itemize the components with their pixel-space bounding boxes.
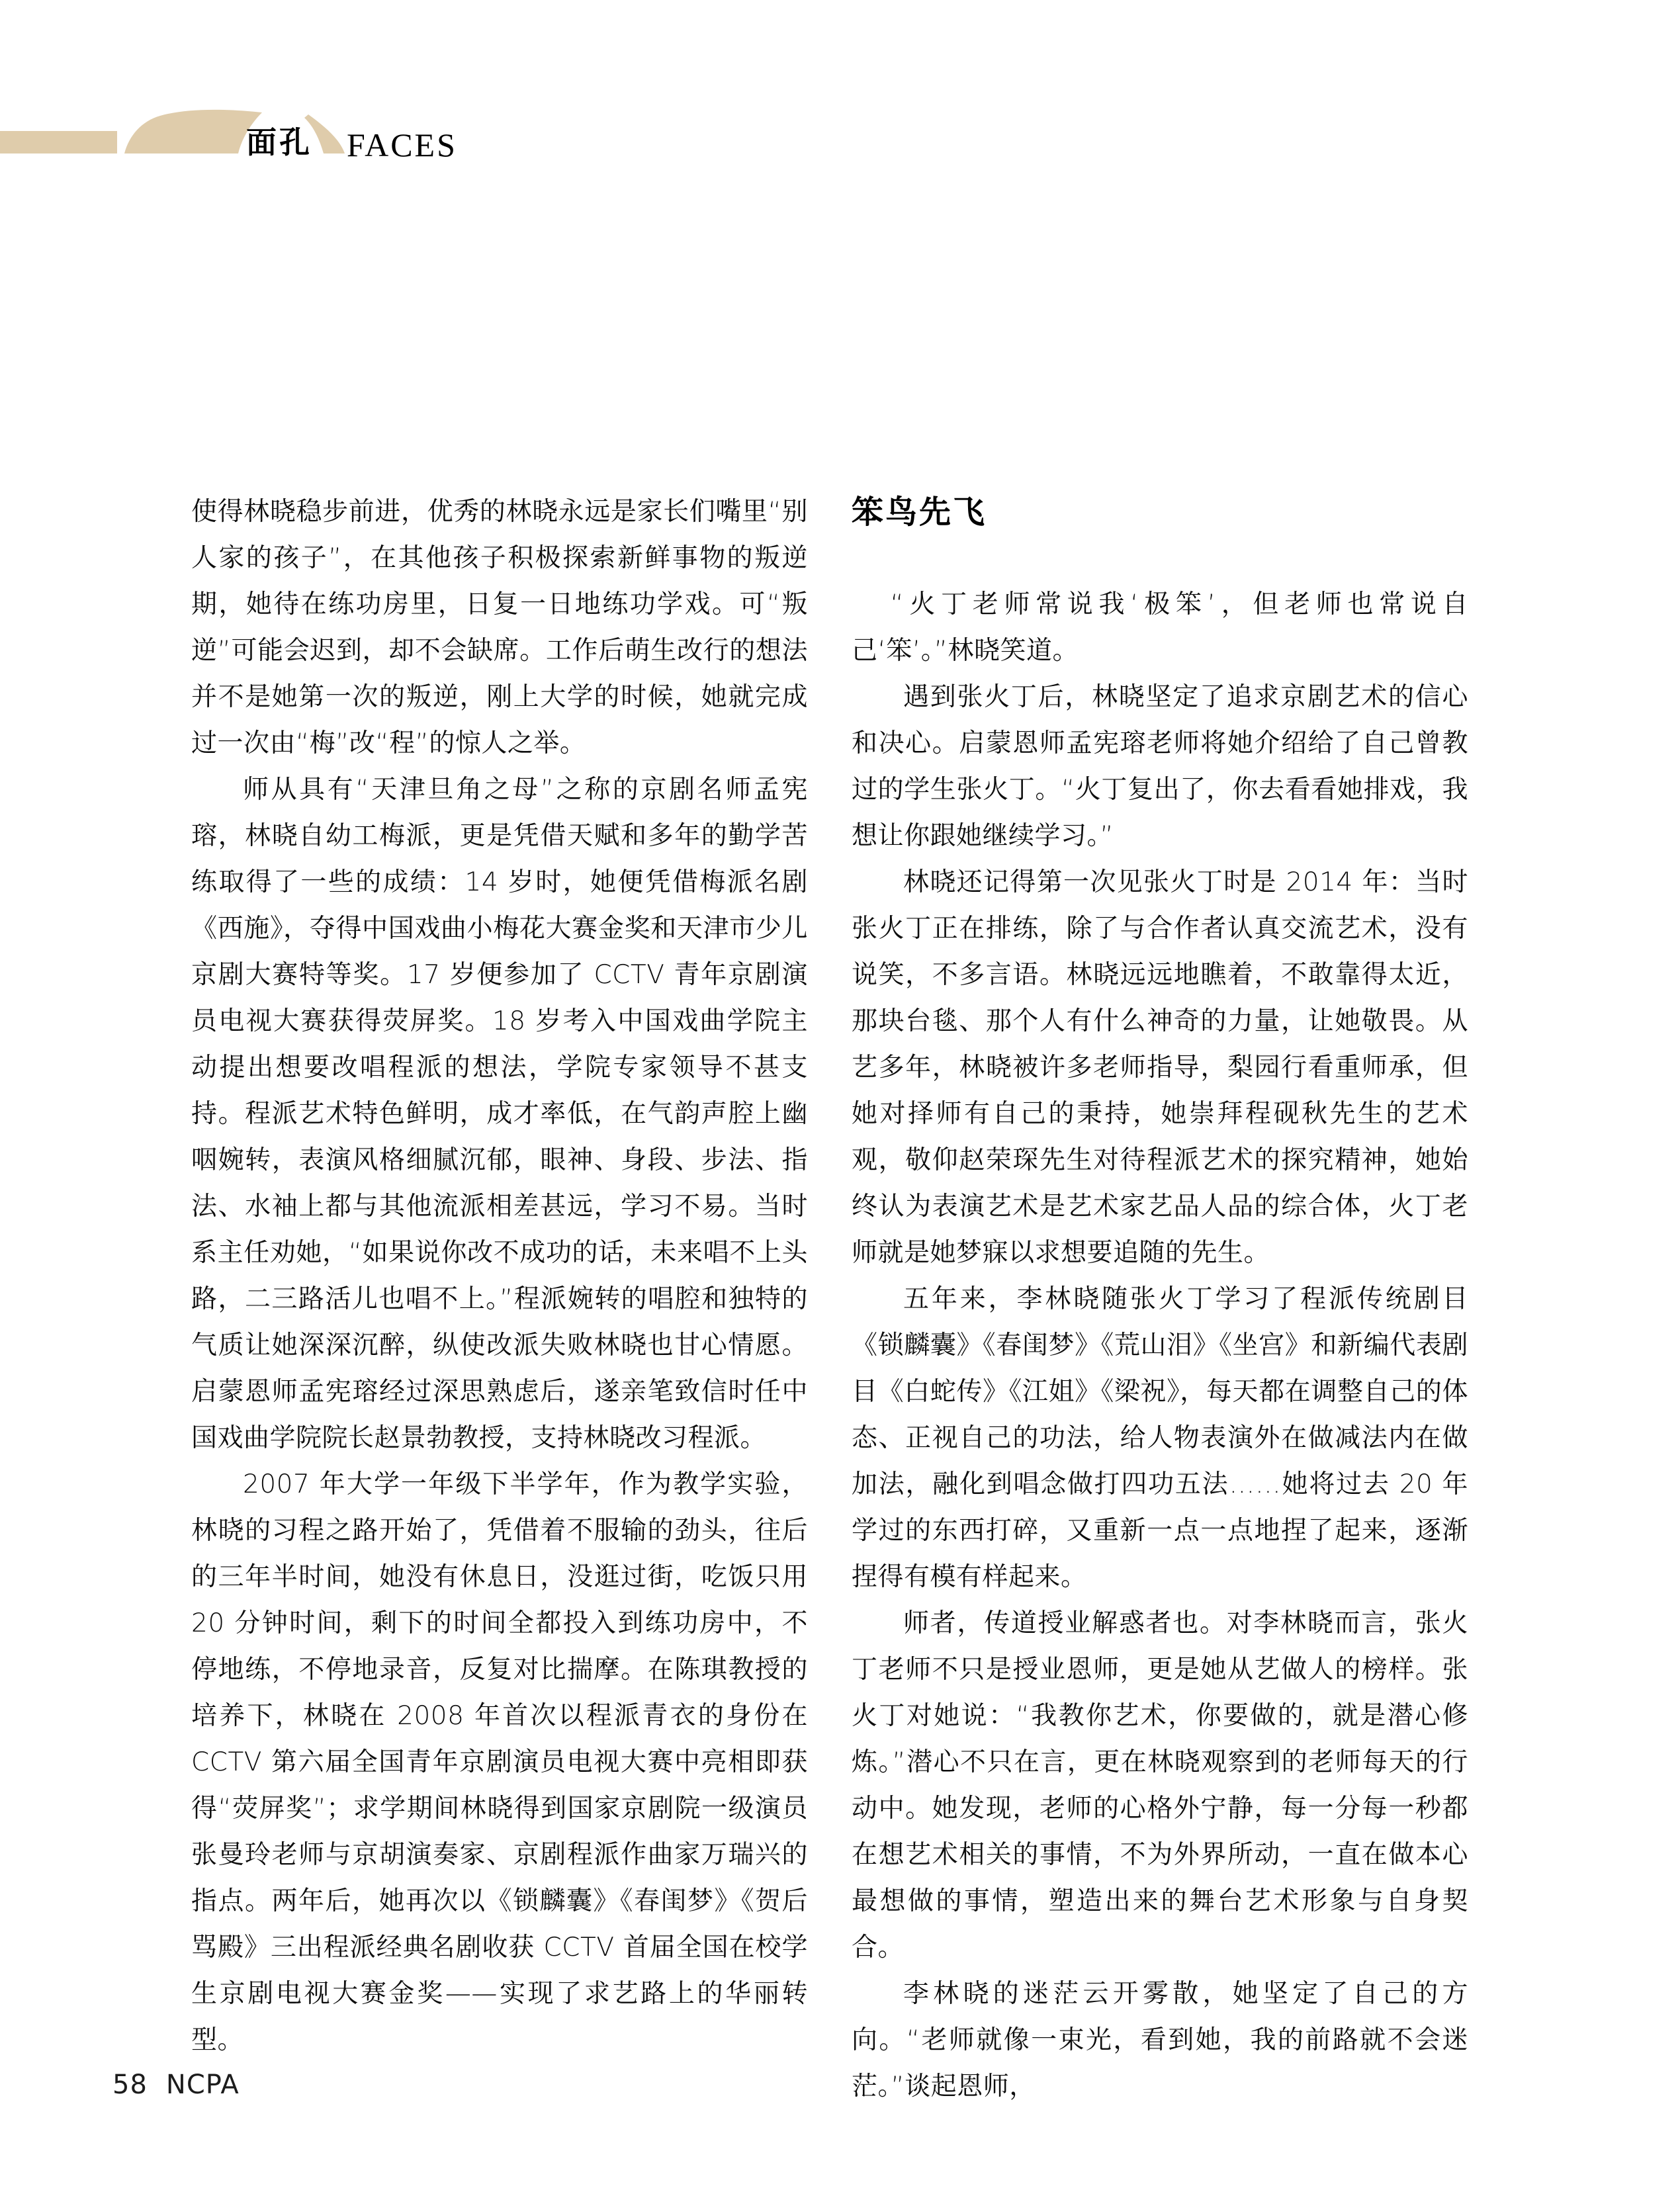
publication-label: NCPA (165, 2070, 240, 2100)
left-column (191, 489, 808, 2064)
body-paragraph: 遇到张火丁后，林晓坚定了追求京剧艺术的信心和决心。启蒙恩师孟宪瑢老师将她介绍给了自己曾教过的学生张火丁。“火丁复出了，你去看看她排戏，我想让你跟她继续学习。” (852, 682, 1468, 851)
body-paragraph: 使得林晓稳步前进，优秀的林晓永远是家长们嘴里“别人家的孩子”，在其他孩子积极探索新鲜事物的叛逆期，她待在练功房里，日复一日地练功学戏。可“叛逆”可能会迟到，却不会缺席。工作后萌生改行的想法并不是她第一次的叛逆，刚上大学的时候，她就完成过一次由“梅”改“程”的惊人之举。 (191, 497, 808, 758)
body-paragraph: “火丁老师常说我‘极笨’，但老师也常说自己‘笨’。”林晓笑道。 (852, 590, 1468, 666)
header-dome-shape (124, 110, 262, 153)
page-number: 58 (112, 2070, 148, 2100)
body-paragraph: 五年来，李林晓随张火丁学习了程派传统剧目《锁麟囊》《春闺梦》《荒山泪》《坐宫》和新编代表剧目《白蛇传》《江姐》《梁祝》，每天都在调整自己的体态、正视自己的功法，给人物表演外在做减法内在做加法，融化到唱念做打四功五法……她将过去 20 年学过的东西打碎，又重新一点一点地捏了起来，逐渐捏得有模有样起来。 (852, 1284, 1468, 1592)
body-paragraph: 师从具有“天津旦角之母”之称的京剧名师孟宪瑢，林晓自幼工梅派，更是凭借天赋和多年的勤学苦练取得了一些的成绩：14 岁时，她便凭借梅派名剧《西施》，夺得中国戏曲小梅花大赛金奖和天津市少儿京剧大赛特等奖。17 岁便参加了 CCTV 青年京剧演员电视大赛获得荧屏奖。18 岁考入中国戏曲学院主动提出想要改唱程派的想法，学院专家领导不甚支持。程派艺术特色鲜明，成才率低，在气韵声腔上幽咽婉转，表演风格细腻沉郁，眼神、身段、步法、指法、水袖上都与其他流派相差甚远，学习不易。当时系主任劝她，“如果说你改不成功的话，未来唱不上头路，二三路活儿也唱不上。”程派婉转的唱腔和独特的气质让她深深沉醉，纵使改派失败林晓也甘心情愿。启蒙恩师孟宪瑢经过深思熟虑后，遂亲笔致信时任中国戏曲学院院长赵景勃教授，支持林晓改习程派。 (191, 775, 808, 1453)
section-title-zh: 面孔 (246, 124, 312, 160)
body-paragraph: 林晓还记得第一次见张火丁时是 2014 年：当时张火丁正在排练，除了与合作者认真交流艺术，没有说笑，不多言语。林晓远远地瞧着，不敢靠得太近，那块台毯、那个人有什么神奇的力量，让她敬畏。从艺多年，林晓被许多老师指导，梨园行看重师承，但她对择师有自己的秉持，她崇拜程砚秋先生的艺术观，敬仰赵荣琛先生对待程派艺术的探究精神，她始终认为表演艺术是艺术家艺品人品的综合体，火丁老师就是她梦寐以求想要追随的先生。 (852, 867, 1468, 1268)
body-paragraph: 师者，传道授业解惑者也。对李林晓而言，张火丁老师不只是授业恩师，更是她从艺做人的榜样。张火丁对她说：“我教你艺术，你要做的，就是潜心修炼。”潜心不只在言，更在林晓观察到的老师每天的行动中。她发现，老师的心格外宁静，每一分每一秒都在想艺术相关的事情，不为外界所动，一直在做本心最想做的事情，塑造出来的舞台艺术形象与自身契合。 (852, 1608, 1468, 1962)
section-title-en: FACES (347, 126, 457, 163)
article-subheading: 笨鸟先飞 (852, 494, 987, 531)
body-paragraph: 2007 年大学一年级下半学年，作为教学实验，林晓的习程之路开始了，凭借着不服输的劲头，往后的三年半时间，她没有休息日，没逛过街，吃饭只用 20 分钟时间，剩下的时间全都投入到练功房中，不停地练，不停地录音，反复对比揣摩。在陈琪教授的培养下，林晓在 2008 年首次以程派青衣的身份在 CCTV 第六届全国青年京剧演员电视大赛中亮相即获得“荧屏奖”；求学期间林晓得到国家京剧院一级演员张曼玲老师与京胡演奏家、京剧程派作曲家万瑞兴的指点。两年后，她再次以《锁麟囊》《春闺梦》《贺后骂殿》三出程派经典名剧收获 CCTV 首届全国在校学生京剧电视大赛金奖——实现了求艺路上的华丽转型。 (191, 1469, 808, 2055)
body-paragraph: 李林晓的迷茫云开雾散，她坚定了自己的方向。“老师就像一束光，看到她，我的前路就不会迷茫。”谈起恩师， (852, 1979, 1468, 2101)
right-column (852, 489, 1468, 2110)
header-bar-shape (0, 131, 117, 153)
page-footer (112, 2070, 240, 2100)
page-header (0, 99, 596, 185)
